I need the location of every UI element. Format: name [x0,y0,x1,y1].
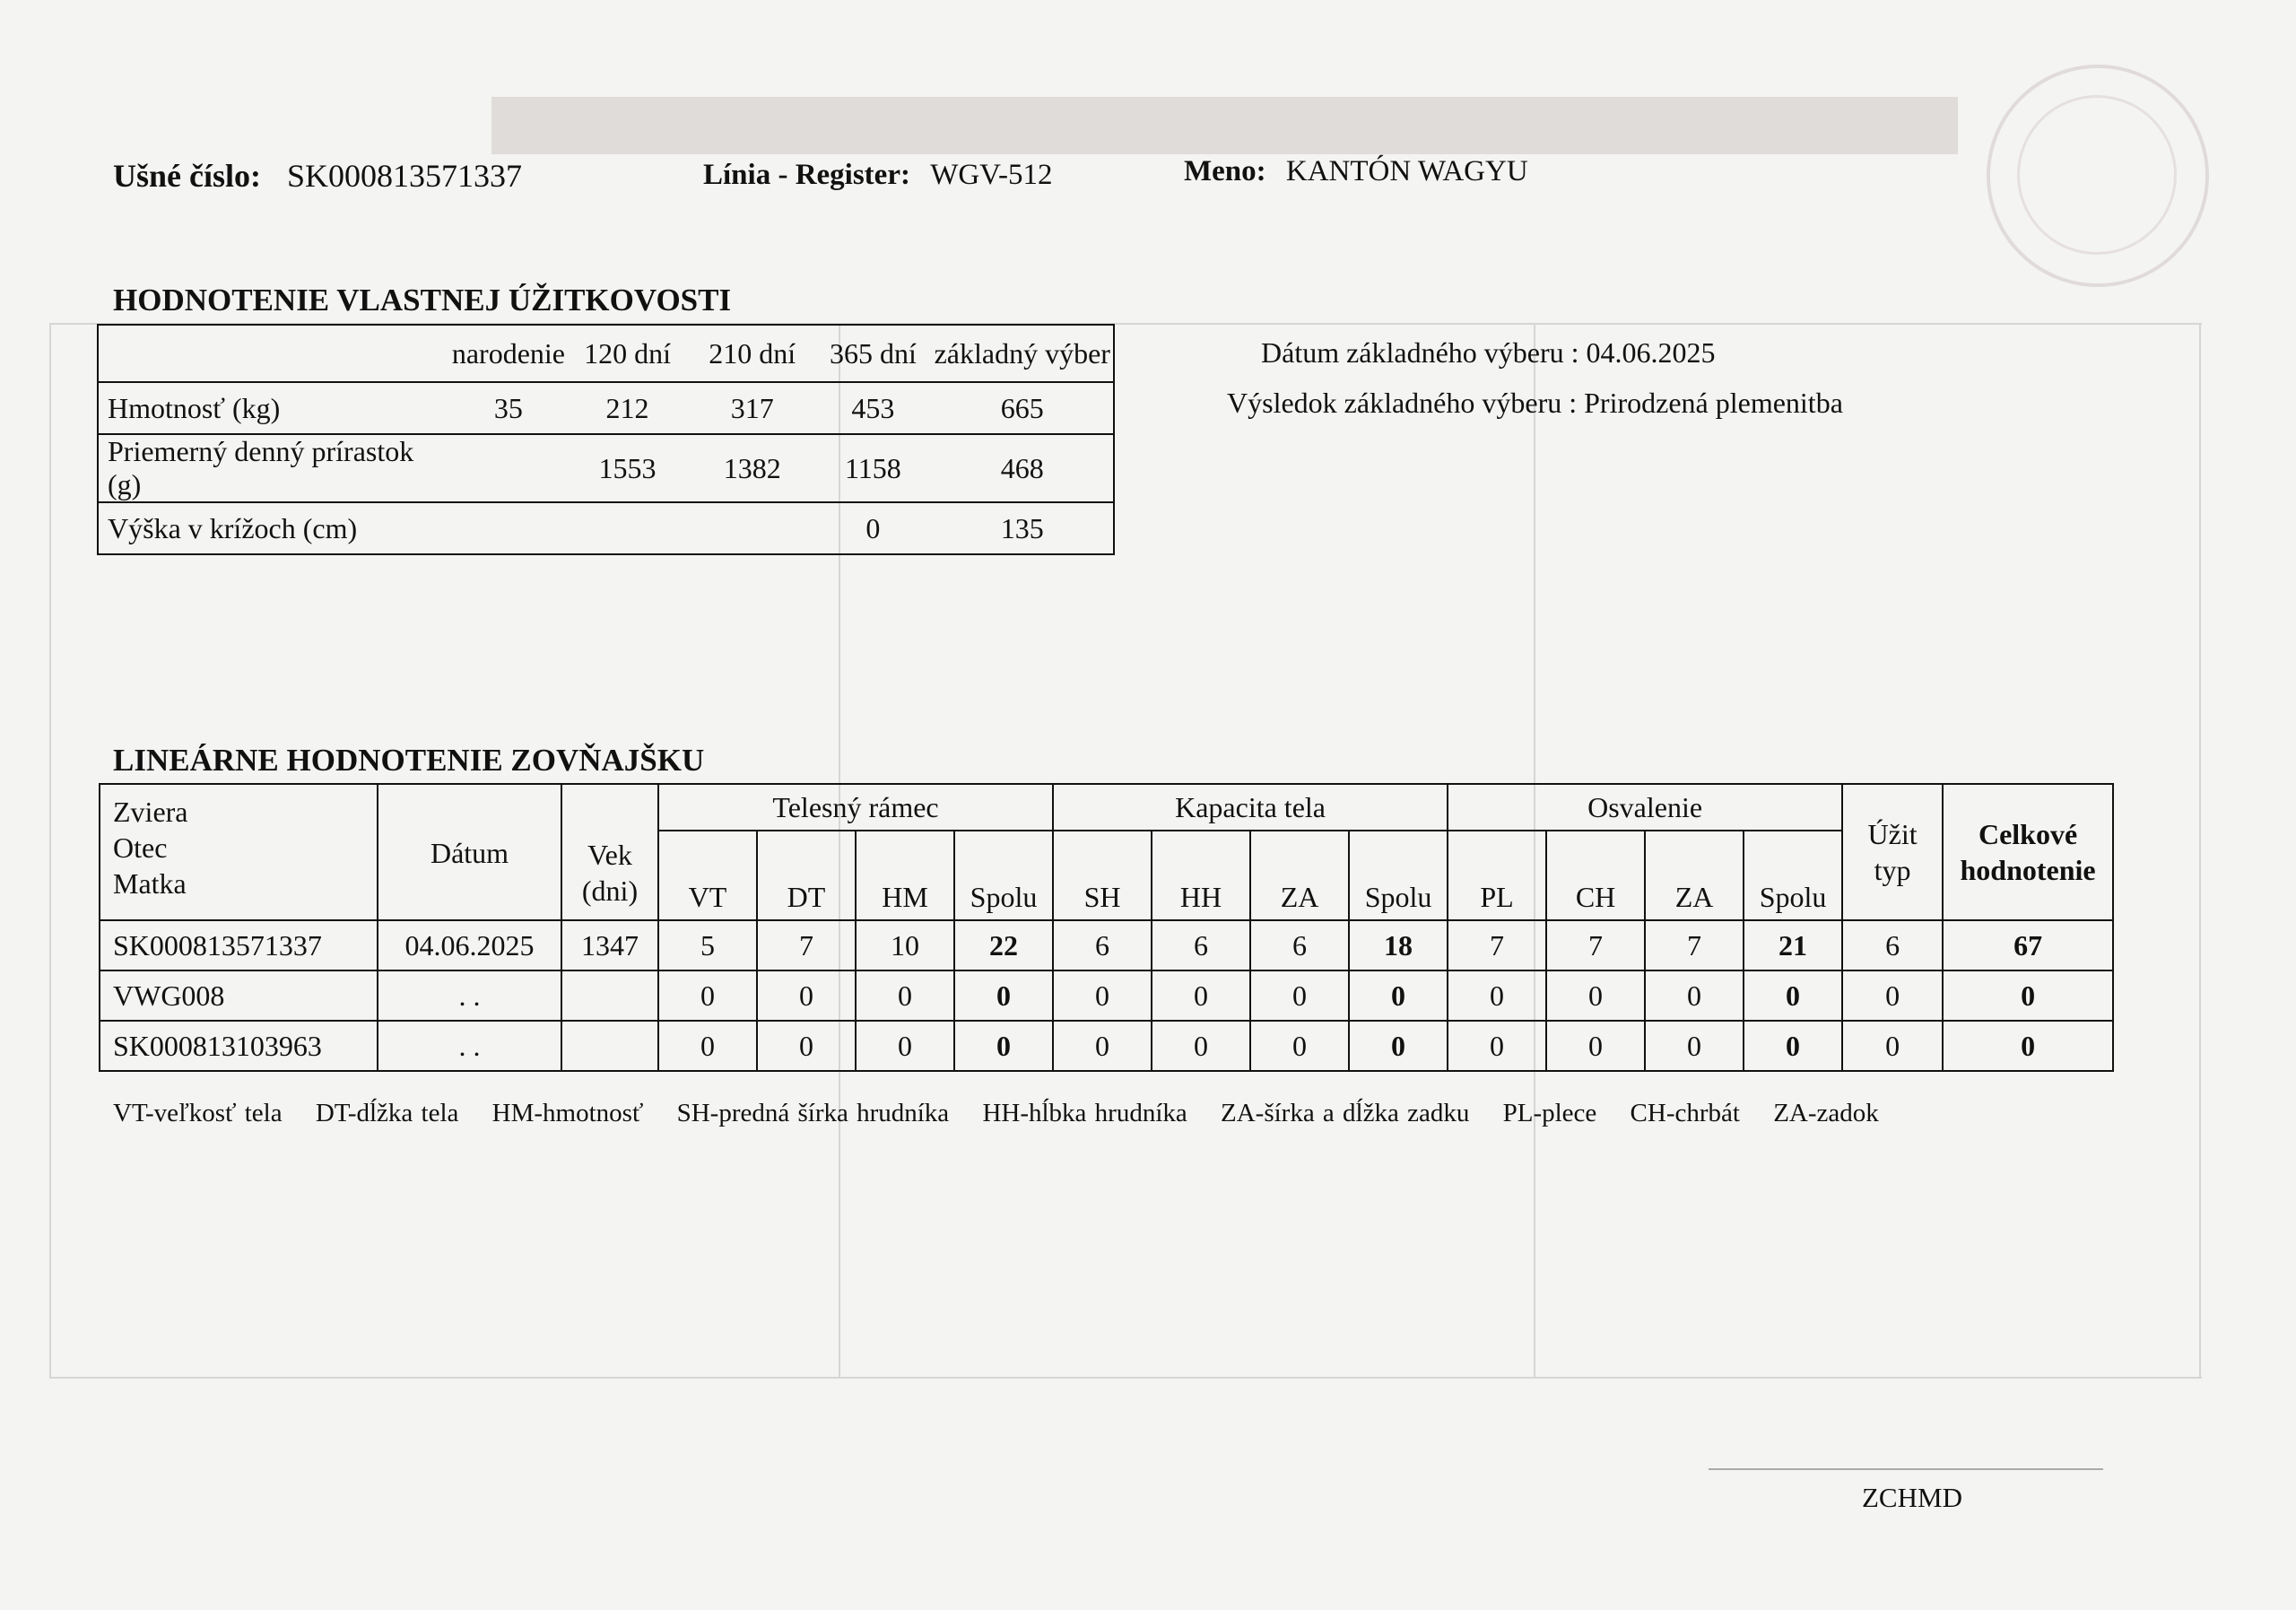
cell-value: 453 [814,382,931,434]
head-za: ZA [1250,831,1349,920]
ghost-line [49,323,51,1377]
head-age [561,784,658,920]
head-total-label2: hodnotenie [1960,854,2096,886]
cell-score: 0 [757,1021,856,1071]
ghost-seal [1987,65,2209,287]
legend-item: PL-plece [1502,1099,1597,1127]
col-selection: základný výber [932,325,1114,382]
linear-row-sire [100,970,2113,1021]
cell-date: . . [378,970,561,1021]
cell-score: 6 [1250,920,1349,970]
cell-value: 35 [452,382,565,434]
cell-score: 7 [757,920,856,970]
cell-score: 7 [1546,920,1645,970]
cell-score: 0 [1152,970,1250,1021]
own-performance-header-row [98,325,1114,382]
selection-result-value: Prirodzená plemenitba [1584,387,1843,419]
cell-score: 5 [658,920,757,970]
selection-result [1227,387,1843,420]
signature-text: ZCHMD [1862,1482,1962,1513]
cell-age [561,1021,658,1071]
head-hh: HH [1152,831,1250,920]
line-register-label: Línia - Register: [703,159,910,191]
cell-score: 7 [1645,920,1744,970]
row-daily-gain [98,434,1114,502]
linear-row-animal [100,920,2113,970]
own-performance-table [97,324,1115,555]
head-pl: PL [1448,831,1546,920]
cell-value [690,502,814,554]
ghost-banner [491,97,1958,154]
animal-name-value: KANTÓN WAGYU [1285,155,1528,187]
cell-age: 1347 [561,920,658,970]
cell-value: 135 [932,502,1114,554]
cell-date: . . [378,1021,561,1071]
cell-value: 0 [814,502,931,554]
col-birth: narodenie [452,325,565,382]
row-weight [98,382,1114,434]
legend-item: CH-chrbát [1630,1099,1740,1127]
cell-score: 0 [757,970,856,1021]
abbreviation-legend [113,1099,1904,1128]
cell-sum: 0 [1349,970,1448,1021]
head-vt: VT [658,831,757,920]
cell-value [452,502,565,554]
group-frame: Telesný rámec [658,784,1053,831]
cell-score: 0 [1448,970,1546,1021]
linear-group-row [100,784,2113,831]
head-dt: DT [757,831,856,920]
cell-total: 67 [1943,920,2113,970]
head-za2: ZA [1645,831,1744,920]
head-animal-label: Zviera [113,796,188,828]
cell-score: 0 [1546,1021,1645,1071]
head-capacity-sum: Spolu [1349,831,1448,920]
selection-date [1261,336,1716,370]
cell-score: 0 [1448,1021,1546,1071]
head-date: Dátum [378,784,561,920]
cell-sum: 0 [954,970,1053,1021]
group-muscle: Osvalenie [1448,784,1842,831]
cell-sum: 0 [1744,1021,1842,1071]
head-use-type [1842,784,1943,920]
cell-age [561,970,658,1021]
linear-title: LINEÁRNE HODNOTENIE ZOVŇAJŠKU [113,743,705,778]
cell-score: 7 [1448,920,1546,970]
row-label: Výška v krížoch (cm) [98,502,452,554]
row-height [98,502,1114,554]
cell-score: 0 [1152,1021,1250,1071]
head-age-label: Vek [587,839,632,871]
head-type-label: typ [1874,854,1911,886]
head-sire-label: Otec [113,831,168,864]
ear-number-value: SK000813571337 [287,158,523,194]
ear-number [113,157,522,195]
cell-sum: 0 [1349,1021,1448,1071]
head-age-unit: (dni) [581,875,639,907]
selection-date-value: 04.06.2025 [1586,336,1716,369]
cell-score: 6 [1053,920,1152,970]
cell-score: 0 [1250,1021,1349,1071]
selection-date-label: Dátum základného výberu : [1261,336,1579,369]
cell-total: 0 [1943,1021,2113,1071]
ear-number-label: Ušné číslo: [113,158,261,194]
legend-item: HH-hĺbka hrudníka [982,1099,1187,1127]
cell-sum: 22 [954,920,1053,970]
cell-score: 6 [1842,920,1943,970]
cell-id: VWG008 [100,970,378,1021]
cell-score: 0 [1842,1021,1943,1071]
cell-score: 0 [1546,970,1645,1021]
row-label: Priemerný denný prírastok (g) [98,434,452,502]
head-use-label: Úžit [1867,818,1918,850]
cell-value [565,502,690,554]
col-365: 365 dní [814,325,931,382]
cell-score: 6 [1152,920,1250,970]
cell-score: 0 [1250,970,1349,1021]
signature-line [1709,1468,2103,1470]
head-animal [100,784,378,920]
cell-score: 0 [856,970,954,1021]
cell-score: 0 [658,1021,757,1071]
animal-name [1184,155,1528,188]
legend-item: SH-predná šírka hrudníka [676,1099,950,1127]
head-total-label: Celkové [1978,818,2078,850]
cell-value: 1553 [565,434,690,502]
legend-item: VT-veľkosť tela [113,1099,283,1127]
legend-item: DT-dĺžka tela [315,1099,459,1127]
group-capacity: Kapacita tela [1053,784,1448,831]
corner-cell [98,325,452,382]
col-120: 120 dní [565,325,690,382]
line-register [703,159,1052,192]
selection-result-label: Výsledok základného výberu : [1227,387,1578,419]
cell-score: 10 [856,920,954,970]
own-performance-title: HODNOTENIE VLASTNEJ ÚŽITKOVOSTI [113,283,732,318]
cell-value: 665 [932,382,1114,434]
cell-score: 0 [1842,970,1943,1021]
cell-value: 1158 [814,434,931,502]
cell-value: 1382 [690,434,814,502]
cell-value: 212 [565,382,690,434]
cell-score: 0 [1645,1021,1744,1071]
legend-item: HM-hmotnosť [491,1099,644,1127]
head-frame-sum: Spolu [954,831,1053,920]
cell-sum: 21 [1744,920,1842,970]
cell-sum: 18 [1349,920,1448,970]
head-sh: SH [1053,831,1152,920]
cell-score: 0 [856,1021,954,1071]
legend-item: ZA-zadok [1773,1099,1879,1127]
line-register-value: WGV-512 [930,159,1053,191]
cell-sum: 0 [954,1021,1053,1071]
ghost-line [2199,323,2201,1377]
cell-id: SK000813103963 [100,1021,378,1071]
head-dam-label: Matka [113,867,187,900]
cell-score: 0 [1645,970,1744,1021]
cell-id: SK000813571337 [100,920,378,970]
cell-score: 0 [658,970,757,1021]
legend-item: ZA-šírka a dĺžka zadku [1221,1099,1470,1127]
cell-value [452,434,565,502]
row-label: Hmotnosť (kg) [98,382,452,434]
cell-value: 468 [932,434,1114,502]
ghost-line [49,1377,2202,1379]
head-ch: CH [1546,831,1645,920]
animal-name-label: Meno: [1184,155,1266,187]
cell-score: 0 [1053,1021,1152,1071]
linear-row-dam [100,1021,2113,1071]
cell-total: 0 [1943,970,2113,1021]
cell-date: 04.06.2025 [378,920,561,970]
head-hm: HM [856,831,954,920]
linear-table [99,783,2114,1072]
cell-sum: 0 [1744,970,1842,1021]
col-210: 210 dní [690,325,814,382]
cell-value: 317 [690,382,814,434]
cell-score: 0 [1053,970,1152,1021]
head-muscle-sum: Spolu [1744,831,1842,920]
head-total [1943,784,2113,920]
